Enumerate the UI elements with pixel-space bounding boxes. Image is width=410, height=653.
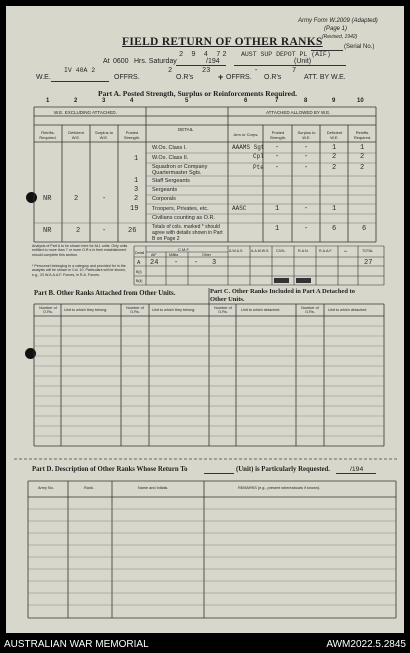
cqms-reinfts: 2	[360, 164, 365, 172]
col-number-8: 8	[304, 98, 308, 104]
offrs-value-2: -	[254, 67, 259, 75]
parts-bc-grid	[6, 6, 404, 633]
head-surplus: Surplus to W.E.	[94, 130, 113, 140]
wo2-reinfts: 2	[360, 153, 365, 161]
time-value: 0600	[113, 58, 129, 65]
group-left-head: W.E. EXCLUDING ATTACHED.	[54, 110, 117, 115]
col-number-7: 7	[275, 98, 279, 104]
army-form-label: Army Form W.2009 (Adapted)	[298, 18, 378, 24]
serial-label: (Serial No.)	[344, 44, 375, 50]
wo1-reinfts: 1	[360, 144, 365, 152]
part-d-head-rank: Rank.	[84, 486, 94, 490]
analysis-note-2: * Personnel belonging to a category and provided for in the analysis will be shown in Col. 10. Particulars will be shown, e.g., 20 W.A.A.A.F. Forces, in R.A. Forces.	[32, 264, 126, 277]
offrs-label-2: OFFRS.	[226, 74, 252, 81]
revision-note: (Revised, 1942)	[322, 34, 358, 40]
row-a-aif: 24	[150, 259, 159, 267]
col-number-2: 2	[74, 98, 78, 104]
footer-source: AUSTRALIAN WAR MEMORIAL	[4, 639, 149, 650]
part-b-title: Part B. Other Ranks Attached from Other Units.	[34, 290, 176, 297]
ors-value: 23	[202, 67, 211, 75]
col-number-5: 5	[185, 98, 189, 104]
date-typed: 2 9 4 72	[179, 51, 229, 59]
hrs-label: Hrs. Saturday	[134, 58, 177, 65]
part-c-head-unit: Unit to which detached	[241, 308, 280, 312]
wo1-posted: -	[275, 144, 280, 152]
part-c-head-number: Number of O.Rs.	[214, 306, 232, 314]
cqms-arm: Pte	[253, 164, 264, 171]
part-d-date: /194	[350, 466, 364, 473]
unit-typed: AUST SUP DEPOT PL (AIF)	[241, 51, 331, 58]
head-deficient: Deficient W.E.	[68, 130, 84, 140]
analysis-row-bii: B(ii)	[136, 279, 143, 283]
col-ran: R.A.N.	[298, 249, 309, 253]
at-label: At	[103, 58, 110, 65]
col-number-6: 6	[244, 98, 248, 104]
col-aamws: A.A.M.W.S.	[251, 249, 270, 253]
detail-sgt: Sergeants	[152, 187, 178, 193]
cpl-deficient: 2	[74, 195, 79, 203]
cmf-head: C.M.F.	[178, 247, 190, 252]
cmf-militia: Militia	[169, 253, 179, 257]
head-deficient-2: Deficient W.E.	[326, 130, 343, 140]
head-arm: Arm or Corps.	[233, 132, 259, 137]
cpl-surplus: -	[102, 195, 107, 203]
pte-posted-2: 1	[275, 205, 280, 213]
part-b-head-number: Number of O.Rs.	[39, 306, 57, 314]
tot-reinfts-2: 6	[362, 225, 367, 233]
part-b-head-unit: Unit to which they belong	[64, 308, 107, 312]
tot-posted-2: 1	[275, 225, 280, 233]
ors-value-2: 7	[292, 67, 297, 75]
tot-posted: 26	[128, 227, 137, 235]
cpl-reinfts: NR	[43, 195, 52, 203]
cqms-surplus: -	[304, 164, 309, 172]
part-d-head-remarks: REMARKS (e.g., present whereabouts if known).	[238, 486, 321, 490]
detail-wo2: W.Os. Class II.	[152, 155, 189, 161]
detail-pte: Troopers, Privates, etc.	[152, 206, 209, 212]
col-star: **	[344, 249, 348, 254]
part-b-head-number-2: Number of O.Rs.	[126, 306, 144, 314]
cqms-posted: -	[275, 164, 280, 172]
wo1-arm: AAAMS Sgt	[232, 144, 265, 151]
col-number-1: 1	[46, 98, 50, 104]
part-c-head-number-2: Number of O.Rs.	[301, 306, 319, 314]
head-reinfts: Reinfts. Required.	[39, 130, 57, 140]
col-raaf: R.A.A.F.	[319, 249, 333, 253]
wo2-posted: 1	[134, 155, 139, 163]
unit-label: (Unit)	[294, 58, 312, 65]
ors-label-2: O.R's	[264, 74, 282, 81]
part-a-title: Part A. Posted Strength, Surplus or Reinforcements Required.	[98, 89, 298, 98]
detail-totals: Totals of cols. marked * should agree with details shown in Part B on Page 2	[152, 224, 223, 242]
plus-sign: +	[218, 72, 224, 82]
analysis-row-bi: B(i)	[136, 270, 142, 274]
analysis-detail-head: Detail	[135, 251, 145, 255]
analysis-note-1: Analysis of Part A to be shown here for ALL units. Only units entitled to more than 7 or more O.R.s in their establishment should complete this section.	[32, 244, 128, 257]
part-d-title: Part D. Description of Other Ranks Whose Return To	[32, 466, 188, 473]
pte-arm: AASC	[232, 205, 247, 212]
tot-surplus: -	[102, 227, 107, 235]
sgt-posted: 3	[134, 186, 139, 194]
col-total: TOTAL	[362, 249, 374, 253]
head-posted: Posted Strength.	[123, 130, 141, 140]
part-d-unit-line	[204, 473, 234, 474]
wo2-surplus: -	[304, 153, 309, 161]
part-d-title-2: (Unit) is Particularly Requested.	[236, 466, 331, 473]
head-posted-2: Posted Strength.	[269, 130, 287, 140]
part-d-head-army-no: Army No.	[38, 486, 54, 490]
detail-head: DETAIL	[178, 127, 194, 132]
pte-surplus: -	[304, 205, 309, 213]
cmf-other: Other	[202, 253, 211, 257]
head-surplus-2: Surplus to W.E.	[297, 130, 316, 140]
col-number-4: 4	[130, 98, 134, 104]
part-d-head-name: Name and Initials.	[138, 486, 169, 490]
cqms-deficient: 2	[332, 164, 337, 172]
row-a-other-2: 3	[212, 259, 217, 267]
tot-surplus-2: -	[304, 225, 309, 233]
head-reinfts-2: Reinfts. Required.	[353, 130, 372, 140]
pte-deficient: 1	[332, 205, 337, 213]
row-a-militia: -	[174, 259, 179, 267]
row-a-other: -	[194, 259, 199, 267]
part-c-head-unit-2: Unit to which detached	[328, 308, 367, 312]
part-c-title: Part C. Other Ranks Included in Part A Detached to Other Units.	[210, 288, 356, 303]
page-note: (Page 1)	[324, 26, 348, 32]
detail-civ: Civilians counting as O.R.	[152, 215, 215, 221]
footer-accession: AWM2022.5.2845	[326, 639, 406, 650]
ssgt-posted: 1	[134, 177, 139, 185]
att-label: ATT. BY W.E.	[304, 74, 346, 81]
tot-deficient-2: 6	[332, 225, 337, 233]
detail-ssgt: Staff Sergeants	[152, 178, 190, 184]
col-civil: CIVIL.	[276, 249, 286, 253]
col-number-3: 3	[102, 98, 106, 104]
tot-deficient: 2	[76, 227, 81, 235]
wo2-arm: Cpl	[253, 153, 264, 160]
part-b-head-unit-2: Unit to which they belong	[152, 308, 195, 312]
pte-posted: 19	[130, 205, 139, 213]
cpl-posted: 2	[134, 195, 139, 203]
wo1-surplus: -	[304, 144, 309, 152]
offrs-label: OFFRS.	[114, 74, 140, 81]
we-label: W.E.	[36, 74, 51, 81]
archive-footer	[0, 633, 410, 653]
form-sheet	[6, 6, 404, 633]
ors-label: O.R's	[176, 74, 194, 81]
col-awas: A.W.A.S.	[229, 249, 244, 253]
col-number-9: 9	[332, 98, 336, 104]
detail-wo1: W.Os. Class I.	[152, 145, 187, 151]
we-typed: IV 40A 2	[64, 67, 96, 74]
detail-cpl: Corporals	[152, 196, 176, 202]
row-a-total: 27	[364, 259, 373, 267]
wo1-deficient: 1	[332, 144, 337, 152]
analysis-row-a: A	[137, 260, 141, 266]
offrs-value: 2	[168, 67, 173, 75]
date-template: /194	[206, 58, 220, 65]
part-d-date-line	[336, 473, 376, 474]
wo2-deficient: 2	[332, 153, 337, 161]
detail-cqms: Squadron or Company Quartermaster Sgts.	[152, 164, 208, 176]
group-right-head: ATTACHED ALLOWED BY W.E.	[266, 110, 331, 115]
tot-reinfts: NR	[43, 227, 52, 235]
col-number-10: 10	[357, 98, 364, 104]
cmf-aif: AIF	[151, 253, 157, 257]
form-title: FIELD RETURN OF OTHER RANKS	[122, 36, 323, 48]
wo2-posted-2: -	[275, 153, 280, 161]
